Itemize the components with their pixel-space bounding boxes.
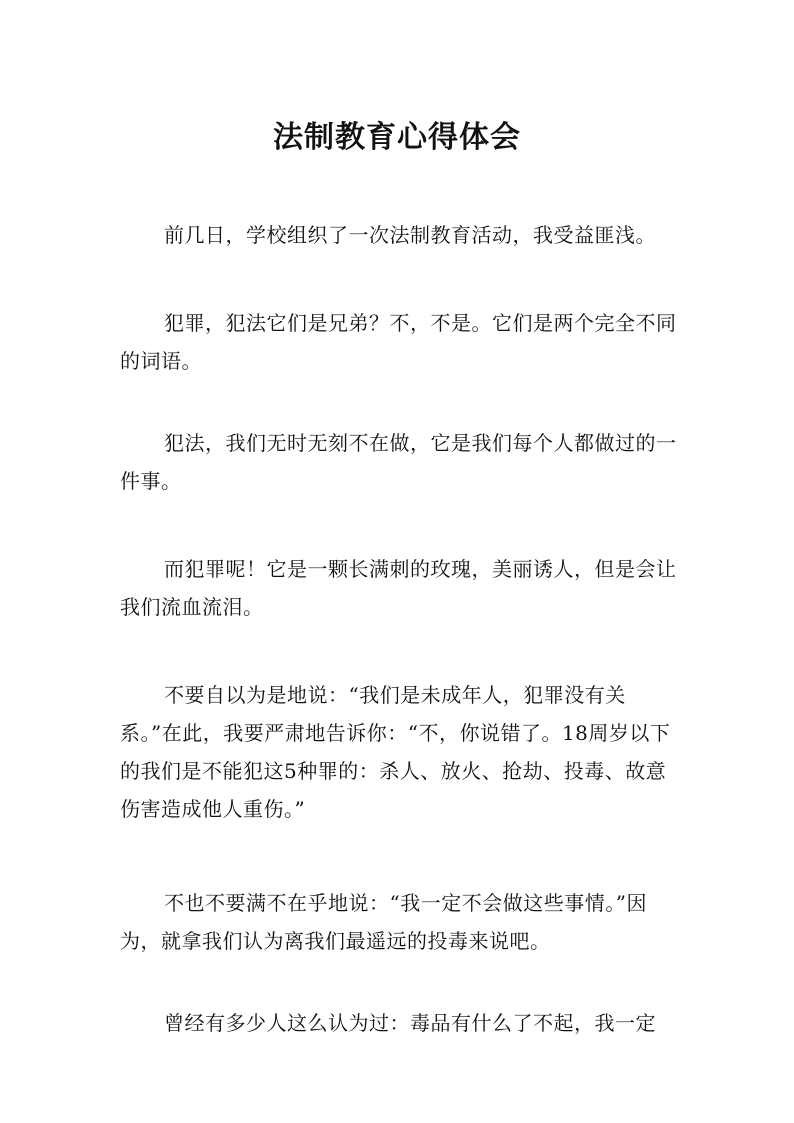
page-title: 法制教育心得体会 [273, 120, 521, 156]
paragraph-5: 不要自以为是地说：“我们是未成年人，犯罪没有关系。”在此，我要严肃地告诉你：“不，你说错了。18周岁以下的我们是不能犯这5种罪的：杀人、放火、抢劫、投毒、故意伤害造成他人重伤。” [120, 683, 671, 821]
paragraph-2: 犯罪，犯法它们是兄弟？不，不是。它们是两个完全不同的词语。 [120, 311, 677, 373]
paragraph-4: 而犯罪呢！它是一颗长满刺的玫瑰，美丽诱人，但是会让我们流血流泪。 [120, 557, 677, 619]
paragraph-1: 前几日，学校组织了一次法制教育活动，我受益匪浅。 [164, 223, 656, 247]
paragraph-7: 曾经有多少人这么认为过：毒品有什么了不起，我一定 [164, 1011, 656, 1035]
paragraph-3: 犯法，我们无时无刻不在做，它是我们每个人都做过的一件事。 [120, 431, 677, 493]
paragraph-6: 不也不要满不在乎地说：“我一定不会做这些事情。”因为，就拿我们认为离我们最遥远的投毒来说吧。 [120, 891, 647, 953]
